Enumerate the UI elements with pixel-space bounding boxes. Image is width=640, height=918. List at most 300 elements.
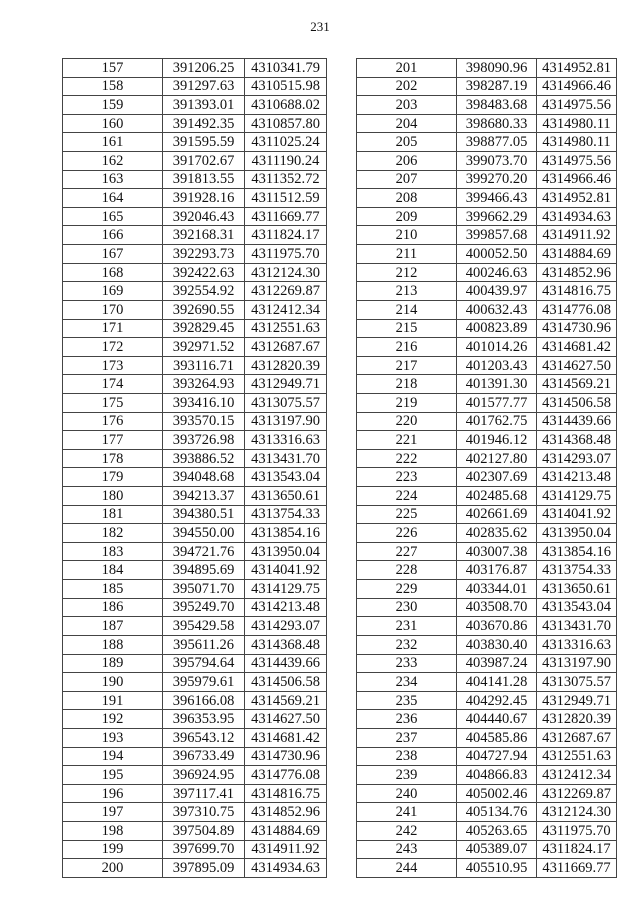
table-row bbox=[63, 803, 327, 822]
point-number-cell: 206 bbox=[357, 152, 457, 171]
y-coordinate-cell: 4313431.70 bbox=[245, 449, 327, 468]
point-number-cell: 196 bbox=[63, 784, 163, 803]
point-number-cell: 231 bbox=[357, 617, 457, 636]
table-row bbox=[357, 300, 617, 319]
point-number-cell: 175 bbox=[63, 393, 163, 412]
table-row bbox=[63, 412, 327, 431]
point-number-cell: 202 bbox=[357, 77, 457, 96]
point-number-cell: 211 bbox=[357, 245, 457, 264]
x-coordinate-cell: 393416.10 bbox=[163, 393, 245, 412]
point-number-cell: 177 bbox=[63, 431, 163, 450]
x-coordinate-cell: 394048.68 bbox=[163, 468, 245, 487]
point-number-cell: 194 bbox=[63, 747, 163, 766]
table-row bbox=[357, 412, 617, 431]
x-coordinate-cell: 393570.15 bbox=[163, 412, 245, 431]
point-number-cell: 213 bbox=[357, 282, 457, 301]
x-coordinate-cell: 401577.77 bbox=[457, 393, 537, 412]
y-coordinate-cell: 4314911.92 bbox=[245, 840, 327, 859]
point-number-cell: 201 bbox=[357, 59, 457, 78]
x-coordinate-cell: 397310.75 bbox=[163, 803, 245, 822]
y-coordinate-cell: 4314368.48 bbox=[537, 431, 617, 450]
x-coordinate-cell: 395611.26 bbox=[163, 635, 245, 654]
point-number-cell: 228 bbox=[357, 561, 457, 580]
y-coordinate-cell: 4314934.63 bbox=[537, 207, 617, 226]
table-row bbox=[357, 114, 617, 133]
table-row bbox=[63, 170, 327, 189]
y-coordinate-cell: 4314730.96 bbox=[245, 747, 327, 766]
y-coordinate-cell: 4311025.24 bbox=[245, 133, 327, 152]
y-coordinate-cell: 4314213.48 bbox=[245, 598, 327, 617]
point-number-cell: 173 bbox=[63, 356, 163, 375]
point-number-cell: 180 bbox=[63, 487, 163, 506]
y-coordinate-cell: 4310515.98 bbox=[245, 77, 327, 96]
point-number-cell: 222 bbox=[357, 449, 457, 468]
x-coordinate-cell: 392971.52 bbox=[163, 338, 245, 357]
x-coordinate-cell: 401203.43 bbox=[457, 356, 537, 375]
table-row bbox=[63, 133, 327, 152]
x-coordinate-cell: 391702.67 bbox=[163, 152, 245, 171]
table-row bbox=[63, 487, 327, 506]
y-coordinate-cell: 4314884.69 bbox=[537, 245, 617, 264]
table-row bbox=[63, 282, 327, 301]
y-coordinate-cell: 4312551.63 bbox=[245, 319, 327, 338]
x-coordinate-cell: 392690.55 bbox=[163, 300, 245, 319]
table-row bbox=[357, 728, 617, 747]
table-row bbox=[357, 524, 617, 543]
table-row bbox=[357, 505, 617, 524]
table-row bbox=[63, 59, 327, 78]
table-row bbox=[357, 580, 617, 599]
table-row bbox=[357, 635, 617, 654]
point-number-cell: 182 bbox=[63, 524, 163, 543]
point-number-cell: 237 bbox=[357, 728, 457, 747]
x-coordinate-cell: 397117.41 bbox=[163, 784, 245, 803]
point-number-cell: 214 bbox=[357, 300, 457, 319]
table-row bbox=[357, 821, 617, 840]
x-coordinate-cell: 399270.20 bbox=[457, 170, 537, 189]
point-number-cell: 181 bbox=[63, 505, 163, 524]
point-number-cell: 195 bbox=[63, 766, 163, 785]
x-coordinate-cell: 405134.76 bbox=[457, 803, 537, 822]
x-coordinate-cell: 394213.37 bbox=[163, 487, 245, 506]
y-coordinate-cell: 4313075.57 bbox=[537, 673, 617, 692]
y-coordinate-cell: 4314569.21 bbox=[537, 375, 617, 394]
table-row bbox=[63, 747, 327, 766]
table-row bbox=[63, 449, 327, 468]
x-coordinate-cell: 395979.61 bbox=[163, 673, 245, 692]
x-coordinate-cell: 397895.09 bbox=[163, 859, 245, 878]
y-coordinate-cell: 4314506.58 bbox=[537, 393, 617, 412]
x-coordinate-cell: 403007.38 bbox=[457, 542, 537, 561]
point-number-cell: 218 bbox=[357, 375, 457, 394]
table-row bbox=[357, 784, 617, 803]
table-row bbox=[357, 747, 617, 766]
point-number-cell: 170 bbox=[63, 300, 163, 319]
point-number-cell: 174 bbox=[63, 375, 163, 394]
point-number-cell: 233 bbox=[357, 654, 457, 673]
table-row bbox=[357, 468, 617, 487]
table-row bbox=[63, 710, 327, 729]
page-number: 231 bbox=[310, 19, 330, 34]
x-coordinate-cell: 400823.89 bbox=[457, 319, 537, 338]
x-coordinate-cell: 393264.93 bbox=[163, 375, 245, 394]
y-coordinate-cell: 4313754.33 bbox=[245, 505, 327, 524]
point-number-cell: 192 bbox=[63, 710, 163, 729]
y-coordinate-cell: 4311512.59 bbox=[245, 189, 327, 208]
x-coordinate-cell: 394721.76 bbox=[163, 542, 245, 561]
x-coordinate-cell: 405002.46 bbox=[457, 784, 537, 803]
point-number-cell: 207 bbox=[357, 170, 457, 189]
table-row bbox=[63, 561, 327, 580]
table-row bbox=[357, 561, 617, 580]
y-coordinate-cell: 4310857.80 bbox=[245, 114, 327, 133]
x-coordinate-cell: 396166.08 bbox=[163, 691, 245, 710]
y-coordinate-cell: 4314816.75 bbox=[537, 282, 617, 301]
x-coordinate-cell: 391813.55 bbox=[163, 170, 245, 189]
y-coordinate-cell: 4314911.92 bbox=[537, 226, 617, 245]
table-row bbox=[63, 245, 327, 264]
x-coordinate-cell: 392422.63 bbox=[163, 263, 245, 282]
table-row bbox=[63, 617, 327, 636]
y-coordinate-cell: 4314934.63 bbox=[245, 859, 327, 878]
table-row bbox=[357, 673, 617, 692]
x-coordinate-cell: 401762.75 bbox=[457, 412, 537, 431]
point-number-cell: 219 bbox=[357, 393, 457, 412]
x-coordinate-cell: 405510.95 bbox=[457, 859, 537, 878]
table-row bbox=[357, 282, 617, 301]
y-coordinate-cell: 4312687.67 bbox=[245, 338, 327, 357]
x-coordinate-cell: 402835.62 bbox=[457, 524, 537, 543]
x-coordinate-cell: 403176.87 bbox=[457, 561, 537, 580]
table-row bbox=[357, 152, 617, 171]
y-coordinate-cell: 4314681.42 bbox=[245, 728, 327, 747]
coordinate-table-left bbox=[62, 58, 327, 878]
table-row bbox=[63, 300, 327, 319]
y-coordinate-cell: 4313316.63 bbox=[537, 635, 617, 654]
point-number-cell: 198 bbox=[63, 821, 163, 840]
x-coordinate-cell: 391297.63 bbox=[163, 77, 245, 96]
y-coordinate-cell: 4313854.16 bbox=[245, 524, 327, 543]
y-coordinate-cell: 4314569.21 bbox=[245, 691, 327, 710]
x-coordinate-cell: 397504.89 bbox=[163, 821, 245, 840]
y-coordinate-cell: 4313854.16 bbox=[537, 542, 617, 561]
x-coordinate-cell: 404727.94 bbox=[457, 747, 537, 766]
point-number-cell: 159 bbox=[63, 96, 163, 115]
table-row bbox=[63, 263, 327, 282]
table-row bbox=[357, 170, 617, 189]
table-row bbox=[63, 654, 327, 673]
table-row bbox=[357, 207, 617, 226]
table-row bbox=[357, 654, 617, 673]
x-coordinate-cell: 394895.69 bbox=[163, 561, 245, 580]
y-coordinate-cell: 4313650.61 bbox=[537, 580, 617, 599]
x-coordinate-cell: 402127.80 bbox=[457, 449, 537, 468]
point-number-cell: 215 bbox=[357, 319, 457, 338]
y-coordinate-cell: 4312687.67 bbox=[537, 728, 617, 747]
y-coordinate-cell: 4314952.81 bbox=[537, 59, 617, 78]
table-row bbox=[63, 431, 327, 450]
y-coordinate-cell: 4314293.07 bbox=[245, 617, 327, 636]
point-number-cell: 235 bbox=[357, 691, 457, 710]
x-coordinate-cell: 404292.45 bbox=[457, 691, 537, 710]
x-coordinate-cell: 399466.43 bbox=[457, 189, 537, 208]
y-coordinate-cell: 4314439.66 bbox=[245, 654, 327, 673]
y-coordinate-cell: 4314852.96 bbox=[245, 803, 327, 822]
table-row bbox=[357, 356, 617, 375]
point-number-cell: 165 bbox=[63, 207, 163, 226]
x-coordinate-cell: 394550.00 bbox=[163, 524, 245, 543]
table-row bbox=[63, 766, 327, 785]
point-number-cell: 212 bbox=[357, 263, 457, 282]
table-row bbox=[63, 96, 327, 115]
y-coordinate-cell: 4312124.30 bbox=[537, 803, 617, 822]
y-coordinate-cell: 4312551.63 bbox=[537, 747, 617, 766]
x-coordinate-cell: 398483.68 bbox=[457, 96, 537, 115]
x-coordinate-cell: 392554.92 bbox=[163, 282, 245, 301]
table-row bbox=[63, 152, 327, 171]
x-coordinate-cell: 391393.01 bbox=[163, 96, 245, 115]
point-number-cell: 239 bbox=[357, 766, 457, 785]
y-coordinate-cell: 4314627.50 bbox=[245, 710, 327, 729]
table-row bbox=[357, 431, 617, 450]
x-coordinate-cell: 395071.70 bbox=[163, 580, 245, 599]
table-row bbox=[63, 356, 327, 375]
point-number-cell: 238 bbox=[357, 747, 457, 766]
y-coordinate-cell: 4313316.63 bbox=[245, 431, 327, 450]
table-row bbox=[63, 319, 327, 338]
point-number-cell: 205 bbox=[357, 133, 457, 152]
y-coordinate-cell: 4314975.56 bbox=[537, 152, 617, 171]
point-number-cell: 167 bbox=[63, 245, 163, 264]
point-number-cell: 169 bbox=[63, 282, 163, 301]
point-number-cell: 191 bbox=[63, 691, 163, 710]
x-coordinate-cell: 404866.83 bbox=[457, 766, 537, 785]
table-row bbox=[63, 784, 327, 803]
table-row bbox=[63, 375, 327, 394]
point-number-cell: 164 bbox=[63, 189, 163, 208]
x-coordinate-cell: 391595.59 bbox=[163, 133, 245, 152]
point-number-cell: 178 bbox=[63, 449, 163, 468]
point-number-cell: 160 bbox=[63, 114, 163, 133]
x-coordinate-cell: 403344.01 bbox=[457, 580, 537, 599]
table-row bbox=[357, 803, 617, 822]
y-coordinate-cell: 4314980.11 bbox=[537, 133, 617, 152]
y-coordinate-cell: 4313543.04 bbox=[537, 598, 617, 617]
x-coordinate-cell: 401391.30 bbox=[457, 375, 537, 394]
y-coordinate-cell: 4314506.58 bbox=[245, 673, 327, 692]
table-row bbox=[63, 728, 327, 747]
point-number-cell: 210 bbox=[357, 226, 457, 245]
x-coordinate-cell: 393886.52 bbox=[163, 449, 245, 468]
point-number-cell: 193 bbox=[63, 728, 163, 747]
table-row bbox=[63, 859, 327, 878]
point-number-cell: 234 bbox=[357, 673, 457, 692]
table-row bbox=[63, 580, 327, 599]
y-coordinate-cell: 4312269.87 bbox=[245, 282, 327, 301]
point-number-cell: 225 bbox=[357, 505, 457, 524]
table-row bbox=[357, 393, 617, 412]
table-row bbox=[63, 77, 327, 96]
point-number-cell: 241 bbox=[357, 803, 457, 822]
point-number-cell: 185 bbox=[63, 580, 163, 599]
point-number-cell: 217 bbox=[357, 356, 457, 375]
x-coordinate-cell: 395429.58 bbox=[163, 617, 245, 636]
point-number-cell: 236 bbox=[357, 710, 457, 729]
point-number-cell: 183 bbox=[63, 542, 163, 561]
y-coordinate-cell: 4310341.79 bbox=[245, 59, 327, 78]
x-coordinate-cell: 393726.98 bbox=[163, 431, 245, 450]
x-coordinate-cell: 402307.69 bbox=[457, 468, 537, 487]
point-number-cell: 203 bbox=[357, 96, 457, 115]
table-row bbox=[357, 710, 617, 729]
y-coordinate-cell: 4312949.71 bbox=[537, 691, 617, 710]
y-coordinate-cell: 4313543.04 bbox=[245, 468, 327, 487]
point-number-cell: 200 bbox=[63, 859, 163, 878]
table-row bbox=[357, 189, 617, 208]
table-row bbox=[63, 207, 327, 226]
y-coordinate-cell: 4314293.07 bbox=[537, 449, 617, 468]
y-coordinate-cell: 4314730.96 bbox=[537, 319, 617, 338]
point-number-cell: 158 bbox=[63, 77, 163, 96]
point-number-cell: 227 bbox=[357, 542, 457, 561]
y-coordinate-cell: 4312124.30 bbox=[245, 263, 327, 282]
x-coordinate-cell: 391492.35 bbox=[163, 114, 245, 133]
x-coordinate-cell: 392168.31 bbox=[163, 226, 245, 245]
x-coordinate-cell: 400439.97 bbox=[457, 282, 537, 301]
x-coordinate-cell: 405389.07 bbox=[457, 840, 537, 859]
table-row bbox=[63, 691, 327, 710]
y-coordinate-cell: 4312949.71 bbox=[245, 375, 327, 394]
x-coordinate-cell: 391928.16 bbox=[163, 189, 245, 208]
table-row bbox=[63, 468, 327, 487]
table-row bbox=[357, 226, 617, 245]
y-coordinate-cell: 4314213.48 bbox=[537, 468, 617, 487]
x-coordinate-cell: 399857.68 bbox=[457, 226, 537, 245]
table-row bbox=[357, 133, 617, 152]
y-coordinate-cell: 4312820.39 bbox=[245, 356, 327, 375]
table-row bbox=[357, 338, 617, 357]
table-row bbox=[63, 542, 327, 561]
table-row bbox=[357, 319, 617, 338]
table-row bbox=[357, 263, 617, 282]
x-coordinate-cell: 400246.63 bbox=[457, 263, 537, 282]
x-coordinate-cell: 404141.28 bbox=[457, 673, 537, 692]
x-coordinate-cell: 395249.70 bbox=[163, 598, 245, 617]
y-coordinate-cell: 4311975.70 bbox=[537, 821, 617, 840]
table-row bbox=[63, 840, 327, 859]
point-number-cell: 242 bbox=[357, 821, 457, 840]
y-coordinate-cell: 4314041.92 bbox=[245, 561, 327, 580]
table-row bbox=[357, 487, 617, 506]
table-row bbox=[357, 542, 617, 561]
table-row bbox=[357, 691, 617, 710]
point-number-cell: 244 bbox=[357, 859, 457, 878]
point-number-cell: 229 bbox=[357, 580, 457, 599]
x-coordinate-cell: 402661.69 bbox=[457, 505, 537, 524]
y-coordinate-cell: 4313431.70 bbox=[537, 617, 617, 636]
y-coordinate-cell: 4313650.61 bbox=[245, 487, 327, 506]
x-coordinate-cell: 398877.05 bbox=[457, 133, 537, 152]
y-coordinate-cell: 4311190.24 bbox=[245, 152, 327, 171]
x-coordinate-cell: 403670.86 bbox=[457, 617, 537, 636]
point-number-cell: 216 bbox=[357, 338, 457, 357]
x-coordinate-cell: 403830.40 bbox=[457, 635, 537, 654]
x-coordinate-cell: 392829.45 bbox=[163, 319, 245, 338]
y-coordinate-cell: 4311669.77 bbox=[245, 207, 327, 226]
y-coordinate-cell: 4311352.72 bbox=[245, 170, 327, 189]
point-number-cell: 221 bbox=[357, 431, 457, 450]
table-row bbox=[63, 524, 327, 543]
x-coordinate-cell: 403508.70 bbox=[457, 598, 537, 617]
point-number-cell: 184 bbox=[63, 561, 163, 580]
x-coordinate-cell: 392046.43 bbox=[163, 207, 245, 226]
y-coordinate-cell: 4314129.75 bbox=[537, 487, 617, 506]
table-row bbox=[357, 859, 617, 878]
point-number-cell: 223 bbox=[357, 468, 457, 487]
y-coordinate-cell: 4313950.04 bbox=[537, 524, 617, 543]
x-coordinate-cell: 402485.68 bbox=[457, 487, 537, 506]
y-coordinate-cell: 4314952.81 bbox=[537, 189, 617, 208]
table-row bbox=[357, 375, 617, 394]
point-number-cell: 188 bbox=[63, 635, 163, 654]
point-number-cell: 187 bbox=[63, 617, 163, 636]
y-coordinate-cell: 4314041.92 bbox=[537, 505, 617, 524]
point-number-cell: 179 bbox=[63, 468, 163, 487]
y-coordinate-cell: 4312820.39 bbox=[537, 710, 617, 729]
table-row bbox=[63, 393, 327, 412]
table-row bbox=[357, 59, 617, 78]
x-coordinate-cell: 400052.50 bbox=[457, 245, 537, 264]
x-coordinate-cell: 392293.73 bbox=[163, 245, 245, 264]
x-coordinate-cell: 398680.33 bbox=[457, 114, 537, 133]
point-number-cell: 209 bbox=[357, 207, 457, 226]
table-row bbox=[357, 449, 617, 468]
x-coordinate-cell: 398090.96 bbox=[457, 59, 537, 78]
table-row bbox=[63, 635, 327, 654]
table-row bbox=[63, 505, 327, 524]
x-coordinate-cell: 395794.64 bbox=[163, 654, 245, 673]
point-number-cell: 190 bbox=[63, 673, 163, 692]
table-row bbox=[63, 226, 327, 245]
y-coordinate-cell: 4312412.34 bbox=[245, 300, 327, 319]
x-coordinate-cell: 396733.49 bbox=[163, 747, 245, 766]
point-number-cell: 224 bbox=[357, 487, 457, 506]
point-number-cell: 243 bbox=[357, 840, 457, 859]
point-number-cell: 220 bbox=[357, 412, 457, 431]
point-number-cell: 163 bbox=[63, 170, 163, 189]
table-row bbox=[63, 338, 327, 357]
point-number-cell: 168 bbox=[63, 263, 163, 282]
y-coordinate-cell: 4312412.34 bbox=[537, 766, 617, 785]
x-coordinate-cell: 399073.70 bbox=[457, 152, 537, 171]
table-row bbox=[63, 598, 327, 617]
point-number-cell: 240 bbox=[357, 784, 457, 803]
y-coordinate-cell: 4314980.11 bbox=[537, 114, 617, 133]
y-coordinate-cell: 4313197.90 bbox=[245, 412, 327, 431]
y-coordinate-cell: 4314776.08 bbox=[537, 300, 617, 319]
table-row bbox=[357, 598, 617, 617]
y-coordinate-cell: 4311669.77 bbox=[537, 859, 617, 878]
y-coordinate-cell: 4314975.56 bbox=[537, 96, 617, 115]
y-coordinate-cell: 4313075.57 bbox=[245, 393, 327, 412]
y-coordinate-cell: 4313754.33 bbox=[537, 561, 617, 580]
x-coordinate-cell: 401946.12 bbox=[457, 431, 537, 450]
x-coordinate-cell: 405263.65 bbox=[457, 821, 537, 840]
x-coordinate-cell: 396353.95 bbox=[163, 710, 245, 729]
x-coordinate-cell: 403987.24 bbox=[457, 654, 537, 673]
table-row bbox=[357, 245, 617, 264]
y-coordinate-cell: 4313197.90 bbox=[537, 654, 617, 673]
